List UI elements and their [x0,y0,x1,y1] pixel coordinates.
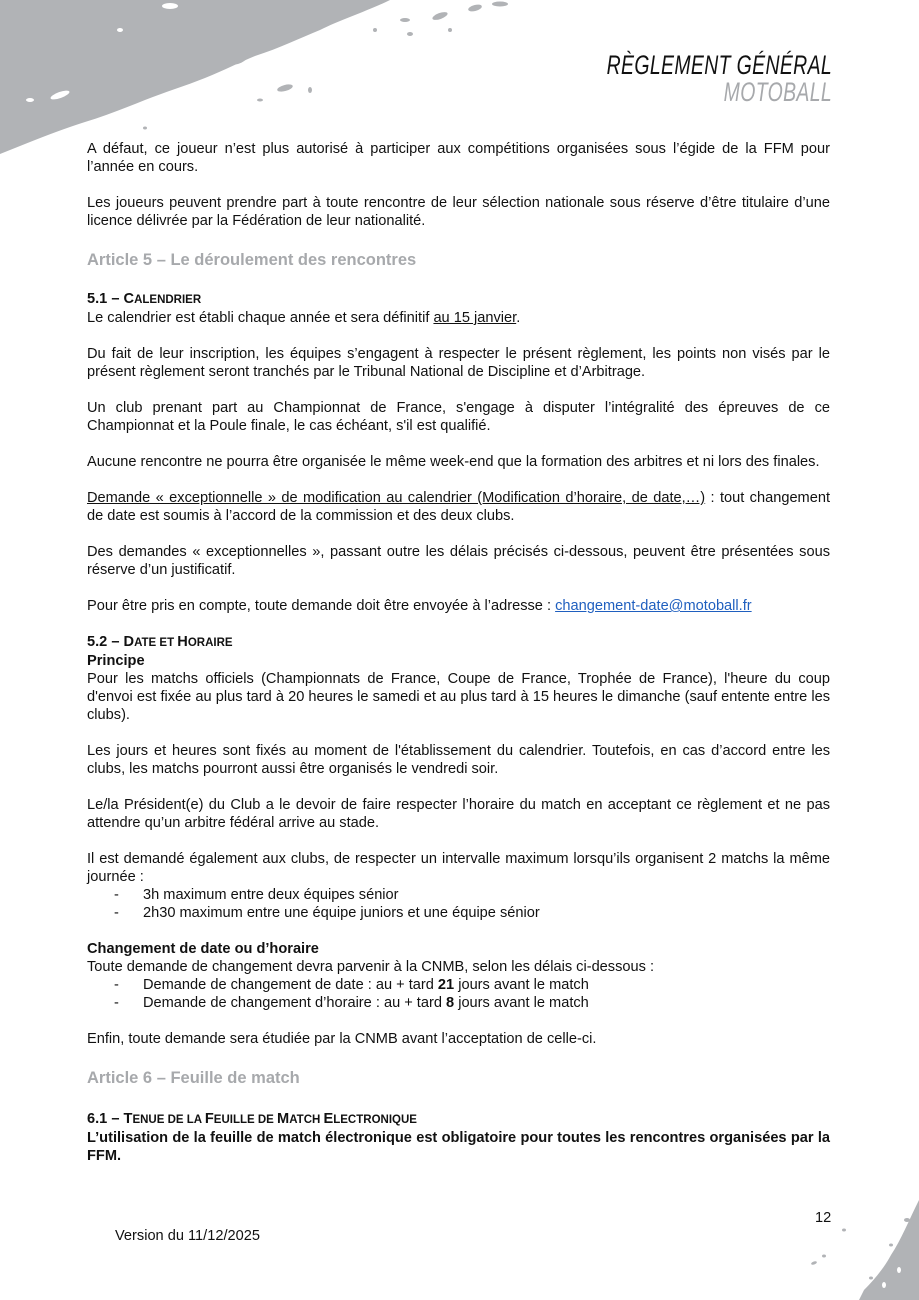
text: T [123,1111,133,1127]
paragraph [87,489,830,525]
decorative-splash-bottom [779,1190,919,1300]
email-link[interactable]: changement-date@motoball.fr [555,598,752,614]
text: Demande de changement de date : au + tard [143,977,438,993]
text: Pour être pris en compte, toute demande doit être envoyée à l’adresse : [87,598,556,614]
underlined-date: au 15 janvier [433,310,517,326]
paragraph: Des demandes « exceptionnelles », passant outre les délais précisés ci-dessous, peuvent être présentées sous réserve d’un justificatif. [87,544,830,578]
list-item [114,886,830,904]
text: ATE ET [134,637,178,649]
paragraph: Pour les matchs officiels (Championnats de France, Coupe de France, Trophée de France), l'heure du coup d'envoi est fixée au plus tard à 20 heures le samedi et au plus tard à 15 heures le dimanche (sauf entente entre les clubs). [87,671,830,723]
list-item [114,994,830,1012]
paragraph: Les joueurs peuvent prendre part à toute rencontre de leur sélection nationale sous réserve d’être titulaire d’une licence délivrée par la Fédération de leur nationalité. [87,195,830,229]
text: jours avant le match [454,977,589,993]
principe-heading: Principe [87,653,145,669]
deadline-list [87,976,830,1012]
article-5-heading: Article 5 – Le déroulement des rencontres [87,251,417,269]
text: ENUE DE LA [132,1114,205,1126]
dash-bullet: - [114,905,119,921]
section-number: 5.1 – [87,291,124,307]
paragraph: Les jours et heures sont fixés au moment de l'établissement du calendrier. Toutefois, en cas d’accord entre les clubs, les matchs pourront aussi être organisés le vendredi soir. [87,743,830,777]
paragraph: Aucune rencontre ne pourra être organisée le même week-end que la formation des arbitres et ni lors des finales. [87,454,820,470]
text: 2h30 maximum entre une équipe juniors et une équipe sénior [143,905,540,921]
text: : tout changement de date est soumis à l’accord de la commission et des deux clubs. [87,490,830,524]
text: 3h maximum entre deux équipes sénior [143,887,399,903]
section-6-1-heading [87,1110,830,1129]
dash-bullet: - [114,977,119,993]
text: F [204,1111,214,1127]
section-title-rest: ALENDRIER [134,294,202,306]
section-5-1-heading [87,290,830,309]
logo-reglement-general-motoball [607,52,832,106]
text: EUILLE DE [213,1114,278,1126]
logo-line-2: MOTOBALL [723,77,832,107]
text: M [277,1111,290,1127]
footer-version: Version du 11/12/2025 [115,1228,260,1244]
text: Le calendrier est établi chaque année et sera définitif [87,310,434,326]
text: . [516,310,521,326]
paragraph-bold: L’utilisation de la feuille de match électronique est obligatoire pour toutes les rencontres organisées par la FFM. [87,1130,830,1164]
paragraph [87,309,830,327]
underlined-text: Demande « exceptionnelle » de modification au calendrier (Modification d’horaire, de date,…) [87,490,706,506]
paragraph: A défaut, ce joueur n’est plus autorisé à participer aux compétitions organisées sous l’égide de la FFM pour l’année en cours. [87,141,830,175]
section-number: 5.2 – [87,634,124,650]
section-number: 6.1 – [87,1111,124,1127]
paragraph: Un club prenant part au Championnat de France, s'engage à disputer l’intégralité des épreuves de ce Championnat et la Poule finale, le cas échéant, s'il est qualifié. [87,400,830,434]
text: ORAIRE [187,637,233,649]
text: E [323,1111,334,1127]
paragraph: Il est demandé également aux clubs, de respecter un intervalle maximum lorsqu’ils organisent 2 matchs la même journée : [87,851,830,885]
paragraph: Du fait de leur inscription, les équipes s’engagent à respecter le présent règlement, les points non visés par le présent règlement seront tranchés par le Tribunal National de Discipline et d’Arbitrage. [87,346,830,380]
article-6-heading: Article 6 – Feuille de match [87,1069,300,1087]
page-number: 12 [815,1210,832,1226]
paragraph: Le/la Président(e) du Club a le devoir de faire respecter l’horaire du match en acceptant ce règlement et ne pas attendre qu’un arbitre fédéral arrive au stade. [87,797,830,831]
list-item [114,904,830,922]
text: jours avant le match [454,995,589,1011]
days-value: 8 [446,995,455,1011]
text: LECTRONIQUE [333,1114,417,1126]
text: H [177,634,188,650]
paragraph [87,597,830,615]
logo-line-1: RÈGLEMENT GÉNÉRAL [606,50,832,80]
dash-bullet: - [114,995,119,1011]
paragraph: Enfin, toute demande sera étudiée par la CNMB avant l’acceptation de celle-ci. [87,1031,597,1047]
changement-heading: Changement de date ou d’horaire [87,941,319,957]
dash-bullet: - [114,887,119,903]
list-item [114,976,830,994]
text: D [123,634,135,650]
decorative-splash-top [0,0,530,160]
section-5-2-heading [87,633,830,652]
days-value: 21 [437,977,455,993]
interval-list [87,886,830,922]
paragraph: Toute demande de changement devra parvenir à la CNMB, selon les délais ci-dessous : [87,959,655,975]
text: Demande de changement d’horaire : au + tard [143,995,447,1011]
text: ATCH [289,1114,324,1126]
section-title-cap: C [123,291,135,307]
document-body [87,140,830,1165]
